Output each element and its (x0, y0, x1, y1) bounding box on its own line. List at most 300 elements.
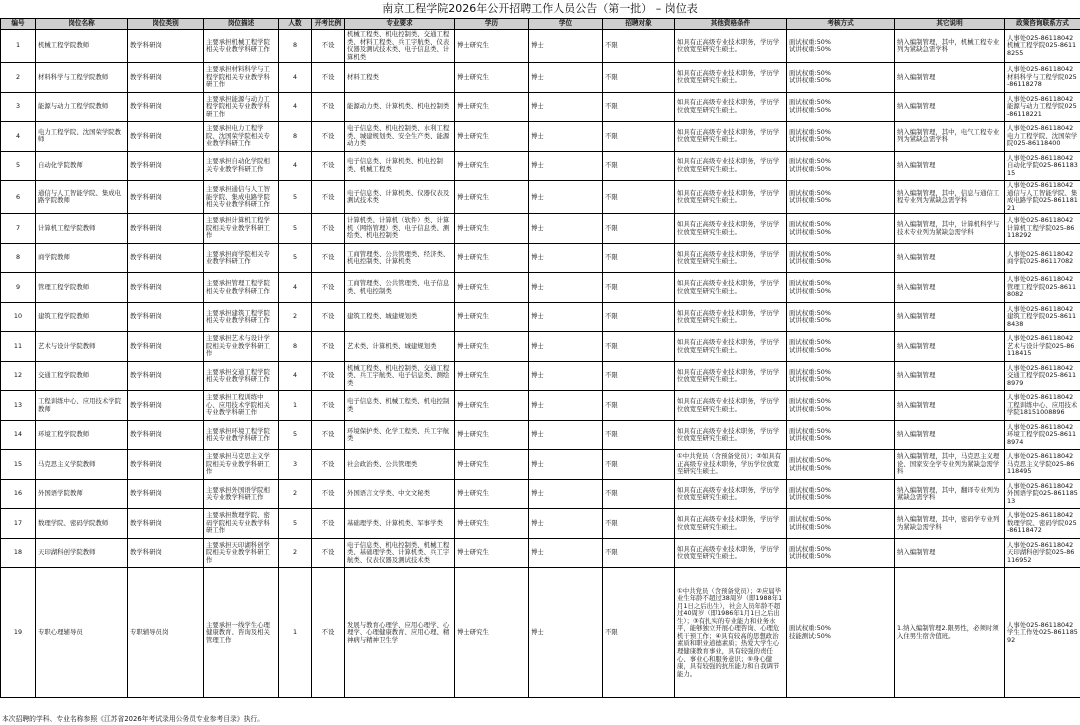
cell-name: 通信与人工智能学院、集成电路学院教师 (36, 181, 128, 214)
cell-ratio: 不设 (312, 420, 345, 450)
cell-edu: 博士研究生 (455, 151, 529, 181)
header-edu: 学历 (455, 19, 529, 30)
cell-major: 基础理学类、计算机类、军事学类 (345, 509, 455, 539)
cell-category: 教学科研岗 (128, 450, 204, 480)
cell-ratio: 不设 (312, 509, 345, 539)
cell-name: 计算机工程学院教师 (36, 214, 128, 244)
cell-category: 教学科研岗 (128, 30, 204, 63)
cell-desc: 主要承担通信与人工智能学院、集成电路学院相关专业教学科研工作 (204, 181, 279, 214)
cell-note: 1.纳入编制管理2.限男性，必须时须入住男生宿舍值班。 (895, 568, 1005, 698)
cell-contact: 人事处025-86118042 材料科学与工程学院025-86118278 (1005, 63, 1080, 93)
cell-desc: 主要承担艺术与设计学院相关专业教学科研工作 (204, 332, 279, 362)
cell-note: 纳入编制管理 (895, 420, 1005, 450)
cell-target: 不限 (603, 568, 675, 698)
cell-name: 商学院教师 (36, 243, 128, 273)
cell-category: 教学科研岗 (128, 181, 204, 214)
cell-assess: 面试权重:50% 试讲权重:50% (787, 420, 895, 450)
header-category: 岗位类别 (128, 19, 204, 30)
cell-assess: 面试权重:50% 试讲权重:50% (787, 302, 895, 332)
page-title: 南京工程学院2026年公开招聘工作人员公告（第一批） – 岗位表 (382, 2, 698, 15)
cell-target: 不限 (603, 181, 675, 214)
cell-category: 教学科研岗 (128, 122, 204, 152)
cell-ratio: 不设 (312, 243, 345, 273)
table-row (1, 63, 1080, 93)
cell-no: 5 (1, 151, 36, 181)
cell-ratio: 不设 (312, 214, 345, 244)
cell-note: 纳入编制管理 (895, 243, 1005, 273)
cell-no: 19 (1, 568, 36, 698)
cell-ratio: 不设 (312, 302, 345, 332)
cell-ratio: 不设 (312, 450, 345, 480)
cell-other: 如具有正高级专业技术职务，学历学位放宽至研究生硕士。 (675, 332, 787, 362)
cell-note: 纳入编制管理，其中，翻译专业列为紧缺急需学科 (895, 479, 1005, 509)
cell-degree: 博士 (529, 243, 603, 273)
cell-target: 不限 (603, 92, 675, 122)
cell-desc: 主要承担外国语学院相关专业教学科研工作 (204, 479, 279, 509)
cell-edu: 博士研究生 (455, 273, 529, 303)
cell-assess: 面试权重:50% 试讲权重:50% (787, 181, 895, 214)
cell-category: 教学科研岗 (128, 92, 204, 122)
cell-major: 艺术类、计算机类、城建规划类 (345, 332, 455, 362)
cell-other: 如具有正高级专业技术职务，学历学位放宽至研究生硕士。 (675, 302, 787, 332)
cell-note: 纳入编制管理，其中，马克思主义理论、国家安全学专业列为紧缺急需学科 (895, 450, 1005, 480)
cell-contact: 人事处025-86118042 能源与动力工程学院025-86118221 (1005, 92, 1080, 122)
cell-degree: 博士 (529, 181, 603, 214)
cell-target: 不限 (603, 509, 675, 539)
cell-category: 教学科研岗 (128, 302, 204, 332)
table-row (1, 92, 1080, 122)
cell-target: 不限 (603, 332, 675, 362)
header-name: 岗位名称 (36, 19, 128, 30)
cell-assess: 面试权重:50% 试讲权重:50% (787, 479, 895, 509)
cell-name: 材料科学与工程学院教师 (36, 63, 128, 93)
cell-assess: 面试权重:50% 试讲权重:50% (787, 30, 895, 63)
cell-category: 教学科研岗 (128, 391, 204, 421)
cell-category: 教学科研岗 (128, 479, 204, 509)
cell-ratio: 不设 (312, 332, 345, 362)
cell-degree: 博士 (529, 332, 603, 362)
cell-desc: 主要承担机械工程学院相关专业教学科研工作 (204, 30, 279, 63)
cell-ratio: 不设 (312, 30, 345, 63)
cell-count: 4 (279, 273, 312, 303)
cell-count: 5 (279, 243, 312, 273)
cell-degree: 博士 (529, 302, 603, 332)
cell-no: 11 (1, 332, 36, 362)
cell-name: 外国语学院教师 (36, 479, 128, 509)
cell-contact: 人事处025-86118042 交通工程学院025-86118979 (1005, 361, 1080, 391)
cell-no: 12 (1, 361, 36, 391)
cell-category: 教学科研岗 (128, 361, 204, 391)
cell-desc: 主要承担数理学院、密码学院相关专业教学科研工作 (204, 509, 279, 539)
cell-other: 如具有正高级专业技术职务，学历学位放宽至研究生硕士。 (675, 273, 787, 303)
cell-assess: 面试权重:50% 试讲权重:50% (787, 243, 895, 273)
cell-major: 环境保护类、化学工程类、兵工宇航类 (345, 420, 455, 450)
cell-major: 建筑工程类、城建规划类 (345, 302, 455, 332)
cell-degree: 博士 (529, 30, 603, 63)
cell-assess: 面试权重:50% 试讲权重:50% (787, 509, 895, 539)
cell-ratio: 不设 (312, 63, 345, 93)
cell-degree: 博士 (529, 450, 603, 480)
cell-contact: 人事处025-86118042 马克思主义学院025-86118495 (1005, 450, 1080, 480)
cell-count: 3 (279, 450, 312, 480)
cell-degree: 博士 (529, 214, 603, 244)
cell-degree: 博士 (529, 509, 603, 539)
cell-degree: 博士 (529, 420, 603, 450)
cell-no: 4 (1, 122, 36, 152)
cell-other: 如具有正高级专业技术职务，学历学位放宽至研究生硕士。 (675, 151, 787, 181)
table-row (1, 391, 1080, 421)
table-row (1, 361, 1080, 391)
cell-degree: 博士 (529, 538, 603, 568)
cell-name: 天印湖科创学院教师 (36, 538, 128, 568)
cell-no: 9 (1, 273, 36, 303)
cell-contact: 人事处025-86118042 电力工程学院、沈国荣学院025-86118400 (1005, 122, 1080, 152)
cell-target: 不限 (603, 391, 675, 421)
cell-major: 机械工程类、机电控制类、交通工程类、材料工程类、兵工宇航类、仪表仪器及测试技术类、电子信息类、计算机类 (345, 30, 455, 63)
cell-contact: 人事处025-86118042 外国语学院025-86118513 (1005, 479, 1080, 509)
cell-assess: 面试权重:50% 试讲权重:50% (787, 361, 895, 391)
header-major: 专业要求 (345, 19, 455, 30)
cell-target: 不限 (603, 302, 675, 332)
cell-count: 8 (279, 122, 312, 152)
table-row (1, 479, 1080, 509)
cell-note: 纳入编制管理 (895, 63, 1005, 93)
cell-name: 建筑工程学院教师 (36, 302, 128, 332)
cell-note: 纳入编制管理 (895, 92, 1005, 122)
cell-count: 4 (279, 361, 312, 391)
cell-name: 能源与动力工程学院教师 (36, 92, 128, 122)
cell-desc: 主要承担自动化学院相关专业教学科研工作 (204, 151, 279, 181)
header-degree: 学位 (529, 19, 603, 30)
cell-contact: 人事处025-86118042 艺术与设计学院025-86118415 (1005, 332, 1080, 362)
cell-desc: 主要承担交通工程学院相关专业教学科研工作 (204, 361, 279, 391)
cell-edu: 博士研究生 (455, 332, 529, 362)
cell-edu: 博士研究生 (455, 214, 529, 244)
cell-major: 工商管理类、公共管理类、经济类、机电控制类、计算机类 (345, 243, 455, 273)
cell-category: 教学科研岗 (128, 332, 204, 362)
cell-other: 如具有正高级专业技术职务，学历学位放宽至研究生硕士。 (675, 479, 787, 509)
cell-no: 15 (1, 450, 36, 480)
cell-count: 8 (279, 30, 312, 63)
cell-edu: 博士研究生 (455, 63, 529, 93)
cell-major: 电子信息类、机电控制类、水利工程类、城建规划类、安全生产类、能源动力类 (345, 122, 455, 152)
cell-other: ①中共党员（含预备党员）；②应届毕业生年龄不超过38周岁（即1988年1月1日之后出生），社会人员年龄不超过40周岁（即1986年1月1日之后出生）；③有扎实的专业能力和业务水平，能够独立开展心理咨询、心理危机干预工作；④具有较高的思想政治素质和职业道德素质；热爱大学生心理健康教育事业，具有较强的责任心、事业心和服务意识；⑤身心健康，具有较强的抗压能力和自我调节能力。 (675, 568, 787, 698)
cell-note: 纳入编制管理 (895, 538, 1005, 568)
cell-edu: 博士研究生 (455, 538, 529, 568)
cell-count: 2 (279, 538, 312, 568)
table-row (1, 30, 1080, 63)
cell-other: 如具有正高级专业技术职务，学历学位放宽至研究生硕士。 (675, 420, 787, 450)
cell-assess: 面试权重:50% 试讲权重:50% (787, 92, 895, 122)
cell-ratio: 不设 (312, 479, 345, 509)
cell-desc: 主要承担建筑工程学院相关专业教学科研工作 (204, 302, 279, 332)
cell-category: 专职辅导员岗 (128, 568, 204, 698)
cell-name: 电力工程学院、沈国荣学院教师 (36, 122, 128, 152)
cell-name: 管理工程学院教师 (36, 273, 128, 303)
cell-assess: 面试权重:50% 试讲权重:50% (787, 273, 895, 303)
cell-no: 17 (1, 509, 36, 539)
cell-no: 13 (1, 391, 36, 421)
cell-count: 8 (279, 332, 312, 362)
cell-other: 如具有正高级专业技术职务，学历学位放宽至研究生硕士。 (675, 63, 787, 93)
cell-assess: 面试权重:50% 试讲权重:50% (787, 391, 895, 421)
cell-ratio: 不设 (312, 273, 345, 303)
footnote: 本次招聘的学科、专业名称参照《江苏省2026年考试录用公务员专业参考目录》执行。 (2, 715, 264, 723)
cell-contact: 人事处025-86118042 通信与人工智能学院、集成电路学院025-86118121 (1005, 181, 1080, 214)
table-row (1, 509, 1080, 539)
cell-target: 不限 (603, 243, 675, 273)
cell-contact: 人事处025-86118042 建筑工程学院025-86118438 (1005, 302, 1080, 332)
cell-assess: 面试权重:50% 试讲权重:50% (787, 151, 895, 181)
cell-edu: 博士研究生 (455, 361, 529, 391)
header-desc: 岗位描述 (204, 19, 279, 30)
cell-count: 5 (279, 509, 312, 539)
header-assess: 考核方式 (787, 19, 895, 30)
cell-category: 教学科研岗 (128, 538, 204, 568)
cell-name: 工程训练中心、应用技术学院教师 (36, 391, 128, 421)
cell-no: 10 (1, 302, 36, 332)
cell-desc: 主要承担管理工程学院相关专业教学科研工作 (204, 273, 279, 303)
cell-contact: 人事处025-86118042 学生工作处025-86118592 (1005, 568, 1080, 698)
cell-other: 如具有正高级专业技术职务，学历学位放宽至研究生硕士。 (675, 509, 787, 539)
cell-other: 如具有正高级专业技术职务，学历学位放宽至研究生硕士。 (675, 214, 787, 244)
cell-note: 纳入编制管理，其中，计算机科学与技术专业列为紧缺急需学科 (895, 214, 1005, 244)
table-row (1, 450, 1080, 480)
cell-note: 纳入编制管理 (895, 361, 1005, 391)
cell-edu: 博士研究生 (455, 302, 529, 332)
table-row (1, 181, 1080, 214)
cell-contact: 人事处025-86118042 计算机工程学院025-86118292 (1005, 214, 1080, 244)
cell-major: 电子信息类、计算机类、机电控制类、机械工程类 (345, 151, 455, 181)
cell-assess: 面试权重:50% 试讲权重:50% (787, 63, 895, 93)
header-ratio: 开考比例 (312, 19, 345, 30)
cell-contact: 人事处025-86118042 天印湖科创学院025-86116952 (1005, 538, 1080, 568)
cell-edu: 博士研究生 (455, 181, 529, 214)
cell-degree: 博士 (529, 479, 603, 509)
table-row (1, 122, 1080, 152)
cell-assess: 面试权重:50% 试讲权重:50% (787, 538, 895, 568)
table-row (1, 332, 1080, 362)
cell-edu: 博士研究生 (455, 479, 529, 509)
cell-name: 专职心理辅导员 (36, 568, 128, 698)
cell-target: 不限 (603, 450, 675, 480)
cell-contact: 人事处025-86118042 环境工程学院025-86118974 (1005, 420, 1080, 450)
cell-assess: 面试权重:50% 试讲权重:50% (787, 214, 895, 244)
cell-edu: 博士研究生 (455, 243, 529, 273)
cell-desc: 主要承担商学院相关专业教学科研工作 (204, 243, 279, 273)
cell-ratio: 不设 (312, 568, 345, 698)
cell-contact: 人事处025-86118042 商学院025-86117082 (1005, 243, 1080, 273)
cell-category: 教学科研岗 (128, 214, 204, 244)
cell-target: 不限 (603, 30, 675, 63)
table-row (1, 538, 1080, 568)
cell-count: 4 (279, 63, 312, 93)
header-note: 其它说明 (895, 19, 1005, 30)
cell-edu: 博士研究生 (455, 92, 529, 122)
cell-other: 如具有正高级专业技术职务，学历学位放宽至研究生硕士。 (675, 243, 787, 273)
cell-degree: 博士 (529, 151, 603, 181)
cell-count: 4 (279, 92, 312, 122)
cell-degree: 博士 (529, 361, 603, 391)
cell-no: 7 (1, 214, 36, 244)
cell-note: 纳入编制管理 (895, 273, 1005, 303)
cell-no: 8 (1, 243, 36, 273)
cell-note: 纳入编制管理，其中，电气工程专业列为紧缺急需学科 (895, 122, 1005, 152)
table-row (1, 568, 1080, 698)
table-row (1, 151, 1080, 181)
cell-ratio: 不设 (312, 361, 345, 391)
cell-target: 不限 (603, 479, 675, 509)
cell-other: 如具有正高级专业技术职务，学历学位放宽至研究生硕士。 (675, 538, 787, 568)
cell-major: 材料工程类 (345, 63, 455, 93)
cell-degree: 博士 (529, 63, 603, 93)
header-contact: 政策咨询联系方式 (1005, 19, 1080, 30)
cell-count: 5 (279, 181, 312, 214)
cell-assess: 面试权重:50% 试讲权重:50% (787, 332, 895, 362)
cell-edu: 博士研究生 (455, 420, 529, 450)
cell-other: 如具有正高级专业技术职务，学历学位放宽至研究生硕士。 (675, 391, 787, 421)
cell-count: 1 (279, 568, 312, 698)
cell-note: 纳入编制管理，其中，密码学专业列为紧缺急需学科 (895, 509, 1005, 539)
cell-target: 不限 (603, 214, 675, 244)
cell-major: 能源动力类、计算机类、机电控制类 (345, 92, 455, 122)
cell-note: 纳入编制管理，其中，机械工程专业列为紧缺急需学科 (895, 30, 1005, 63)
cell-no: 18 (1, 538, 36, 568)
cell-note: 纳入编制管理 (895, 391, 1005, 421)
cell-contact: 人事处025-86118042 数理学院、密码学院025-86118472 (1005, 509, 1080, 539)
cell-other: 如具有正高级专业技术职务，学历学位放宽至研究生硕士。 (675, 92, 787, 122)
cell-major: 外国语言文学类、中文文秘类 (345, 479, 455, 509)
cell-edu: 博士研究生 (455, 30, 529, 63)
cell-ratio: 不设 (312, 151, 345, 181)
cell-count: 2 (279, 302, 312, 332)
cell-degree: 博士 (529, 391, 603, 421)
cell-name: 交通工程学院教师 (36, 361, 128, 391)
cell-major: 电子信息类、计算机类、仪器仪表及测试技术类 (345, 181, 455, 214)
cell-target: 不限 (603, 63, 675, 93)
cell-degree: 博士 (529, 92, 603, 122)
cell-other: 如具有正高级专业技术职务，学历学位放宽至研究生硕士。 (675, 122, 787, 152)
header-other: 其他资格条件 (675, 19, 787, 30)
cell-name: 艺术与设计学院教师 (36, 332, 128, 362)
cell-desc: 主要承担天印湖科创学院相关专业教学科研工作 (204, 538, 279, 568)
header-count: 人数 (279, 19, 312, 30)
cell-assess: 面试权重:50% 技能测试:50% (787, 568, 895, 698)
cell-no: 16 (1, 479, 36, 509)
cell-major: 机械工程类、机电控制类、交通工程类、兵工宇航类、电子信息类、测绘类 (345, 361, 455, 391)
cell-desc: 主要承担计算机工程学院相关专业教学科研工作 (204, 214, 279, 244)
cell-contact: 人事处025-86118042 自动化学院025-86118315 (1005, 151, 1080, 181)
cell-desc: 主要承担一线学生心理健康教育、咨询及相关管理工作 (204, 568, 279, 698)
cell-major: 电子信息类、机电控制类、机械工程类、基础理学类、计算机类、兵工宇航类、仪表仪器及测试技术类 (345, 538, 455, 568)
cell-edu: 博士研究生 (455, 509, 529, 539)
cell-desc: 主要承担工程训练中心、应用技术学院相关专业教学科研工作 (204, 391, 279, 421)
cell-assess: 面试权重:50% 试讲权重:50% (787, 450, 895, 480)
cell-target: 不限 (603, 151, 675, 181)
header-target: 招聘对象 (603, 19, 675, 30)
table-row (1, 273, 1080, 303)
cell-target: 不限 (603, 420, 675, 450)
cell-name: 数理学院、密码学院教师 (36, 509, 128, 539)
cell-desc: 主要承担马克思主义学院相关专业教学科研工作 (204, 450, 279, 480)
cell-major: 发展与教育心理学、应用心理学、心理学、心理健康教育、应用心理、精神病与精神卫生学 (345, 568, 455, 698)
table-row (1, 420, 1080, 450)
cell-no: 3 (1, 92, 36, 122)
table-header-row (1, 19, 1080, 30)
cell-no: 2 (1, 63, 36, 93)
cell-degree: 博士 (529, 122, 603, 152)
cell-degree: 博士 (529, 568, 603, 698)
cell-desc: 主要承担材料科学与工程学院相关专业教学科研工作 (204, 63, 279, 93)
cell-other: 如具有正高级专业技术职务，学历学位放宽至研究生硕士。 (675, 361, 787, 391)
cell-category: 教学科研岗 (128, 420, 204, 450)
cell-note: 纳入编制管理，其中，信息与通信工程专业列为紧缺急需学科 (895, 181, 1005, 214)
cell-count: 5 (279, 214, 312, 244)
cell-desc: 主要承担环境工程学院相关专业教学科研工作 (204, 420, 279, 450)
cell-assess: 面试权重:50% 试讲权重:50% (787, 122, 895, 152)
cell-target: 不限 (603, 361, 675, 391)
position-table (0, 18, 1080, 698)
table-row (1, 243, 1080, 273)
cell-ratio: 不设 (312, 181, 345, 214)
cell-no: 6 (1, 181, 36, 214)
cell-ratio: 不设 (312, 391, 345, 421)
cell-desc: 主要承担电力工程学院、沈国荣学院相关专业教学科研工作 (204, 122, 279, 152)
cell-contact: 人事处025-86118042 管理工程学院025-86118082 (1005, 273, 1080, 303)
cell-target: 不限 (603, 273, 675, 303)
cell-desc: 主要承担能源与动力工程学院相关专业教学科研工作 (204, 92, 279, 122)
cell-target: 不限 (603, 538, 675, 568)
cell-count: 1 (279, 391, 312, 421)
cell-note: 纳入编制管理 (895, 151, 1005, 181)
cell-count: 4 (279, 151, 312, 181)
cell-edu: 博士研究生 (455, 122, 529, 152)
cell-edu: 博士研究生 (455, 391, 529, 421)
cell-target: 不限 (603, 122, 675, 152)
cell-degree: 博士 (529, 273, 603, 303)
cell-note: 纳入编制管理 (895, 332, 1005, 362)
cell-name: 马克思主义学院教师 (36, 450, 128, 480)
cell-category: 教学科研岗 (128, 63, 204, 93)
cell-ratio: 不设 (312, 538, 345, 568)
cell-contact: 人事处025-86118042 工程训练中心、应用技术学院18151008896 (1005, 391, 1080, 421)
cell-count: 5 (279, 420, 312, 450)
cell-category: 教学科研岗 (128, 273, 204, 303)
cell-major: 电子信息类、机械工程类、机电控制类 (345, 391, 455, 421)
cell-other: 如具有正高级专业技术职务，学历学位放宽至研究生硕士。 (675, 30, 787, 63)
cell-major: 社会政治类、公共管理类 (345, 450, 455, 480)
cell-category: 教学科研岗 (128, 151, 204, 181)
cell-other: 如具有正高级专业技术职务，学历学位放宽至研究生硕士。 (675, 181, 787, 214)
cell-major: 工商管理类、公共管理类、电子信息类、机电控制类 (345, 273, 455, 303)
table-row (1, 302, 1080, 332)
header-no: 编号 (1, 19, 36, 30)
cell-category: 教学科研岗 (128, 509, 204, 539)
cell-major: 计算机类、计算机（软件）类、计算机（网络管理）类、电子信息类、测绘类、机电控制类 (345, 214, 455, 244)
cell-edu: 博士研究生 (455, 450, 529, 480)
cell-no: 14 (1, 420, 36, 450)
cell-ratio: 不设 (312, 92, 345, 122)
cell-ratio: 不设 (312, 122, 345, 152)
cell-contact: 人事处025-86118042 机械工程学院025-86118255 (1005, 30, 1080, 63)
cell-name: 自动化学院教师 (36, 151, 128, 181)
cell-count: 2 (279, 479, 312, 509)
cell-note: 纳入编制管理 (895, 302, 1005, 332)
cell-name: 环境工程学院教师 (36, 420, 128, 450)
table-row (1, 214, 1080, 244)
cell-no: 1 (1, 30, 36, 63)
cell-edu: 博士研究生 (455, 568, 529, 698)
